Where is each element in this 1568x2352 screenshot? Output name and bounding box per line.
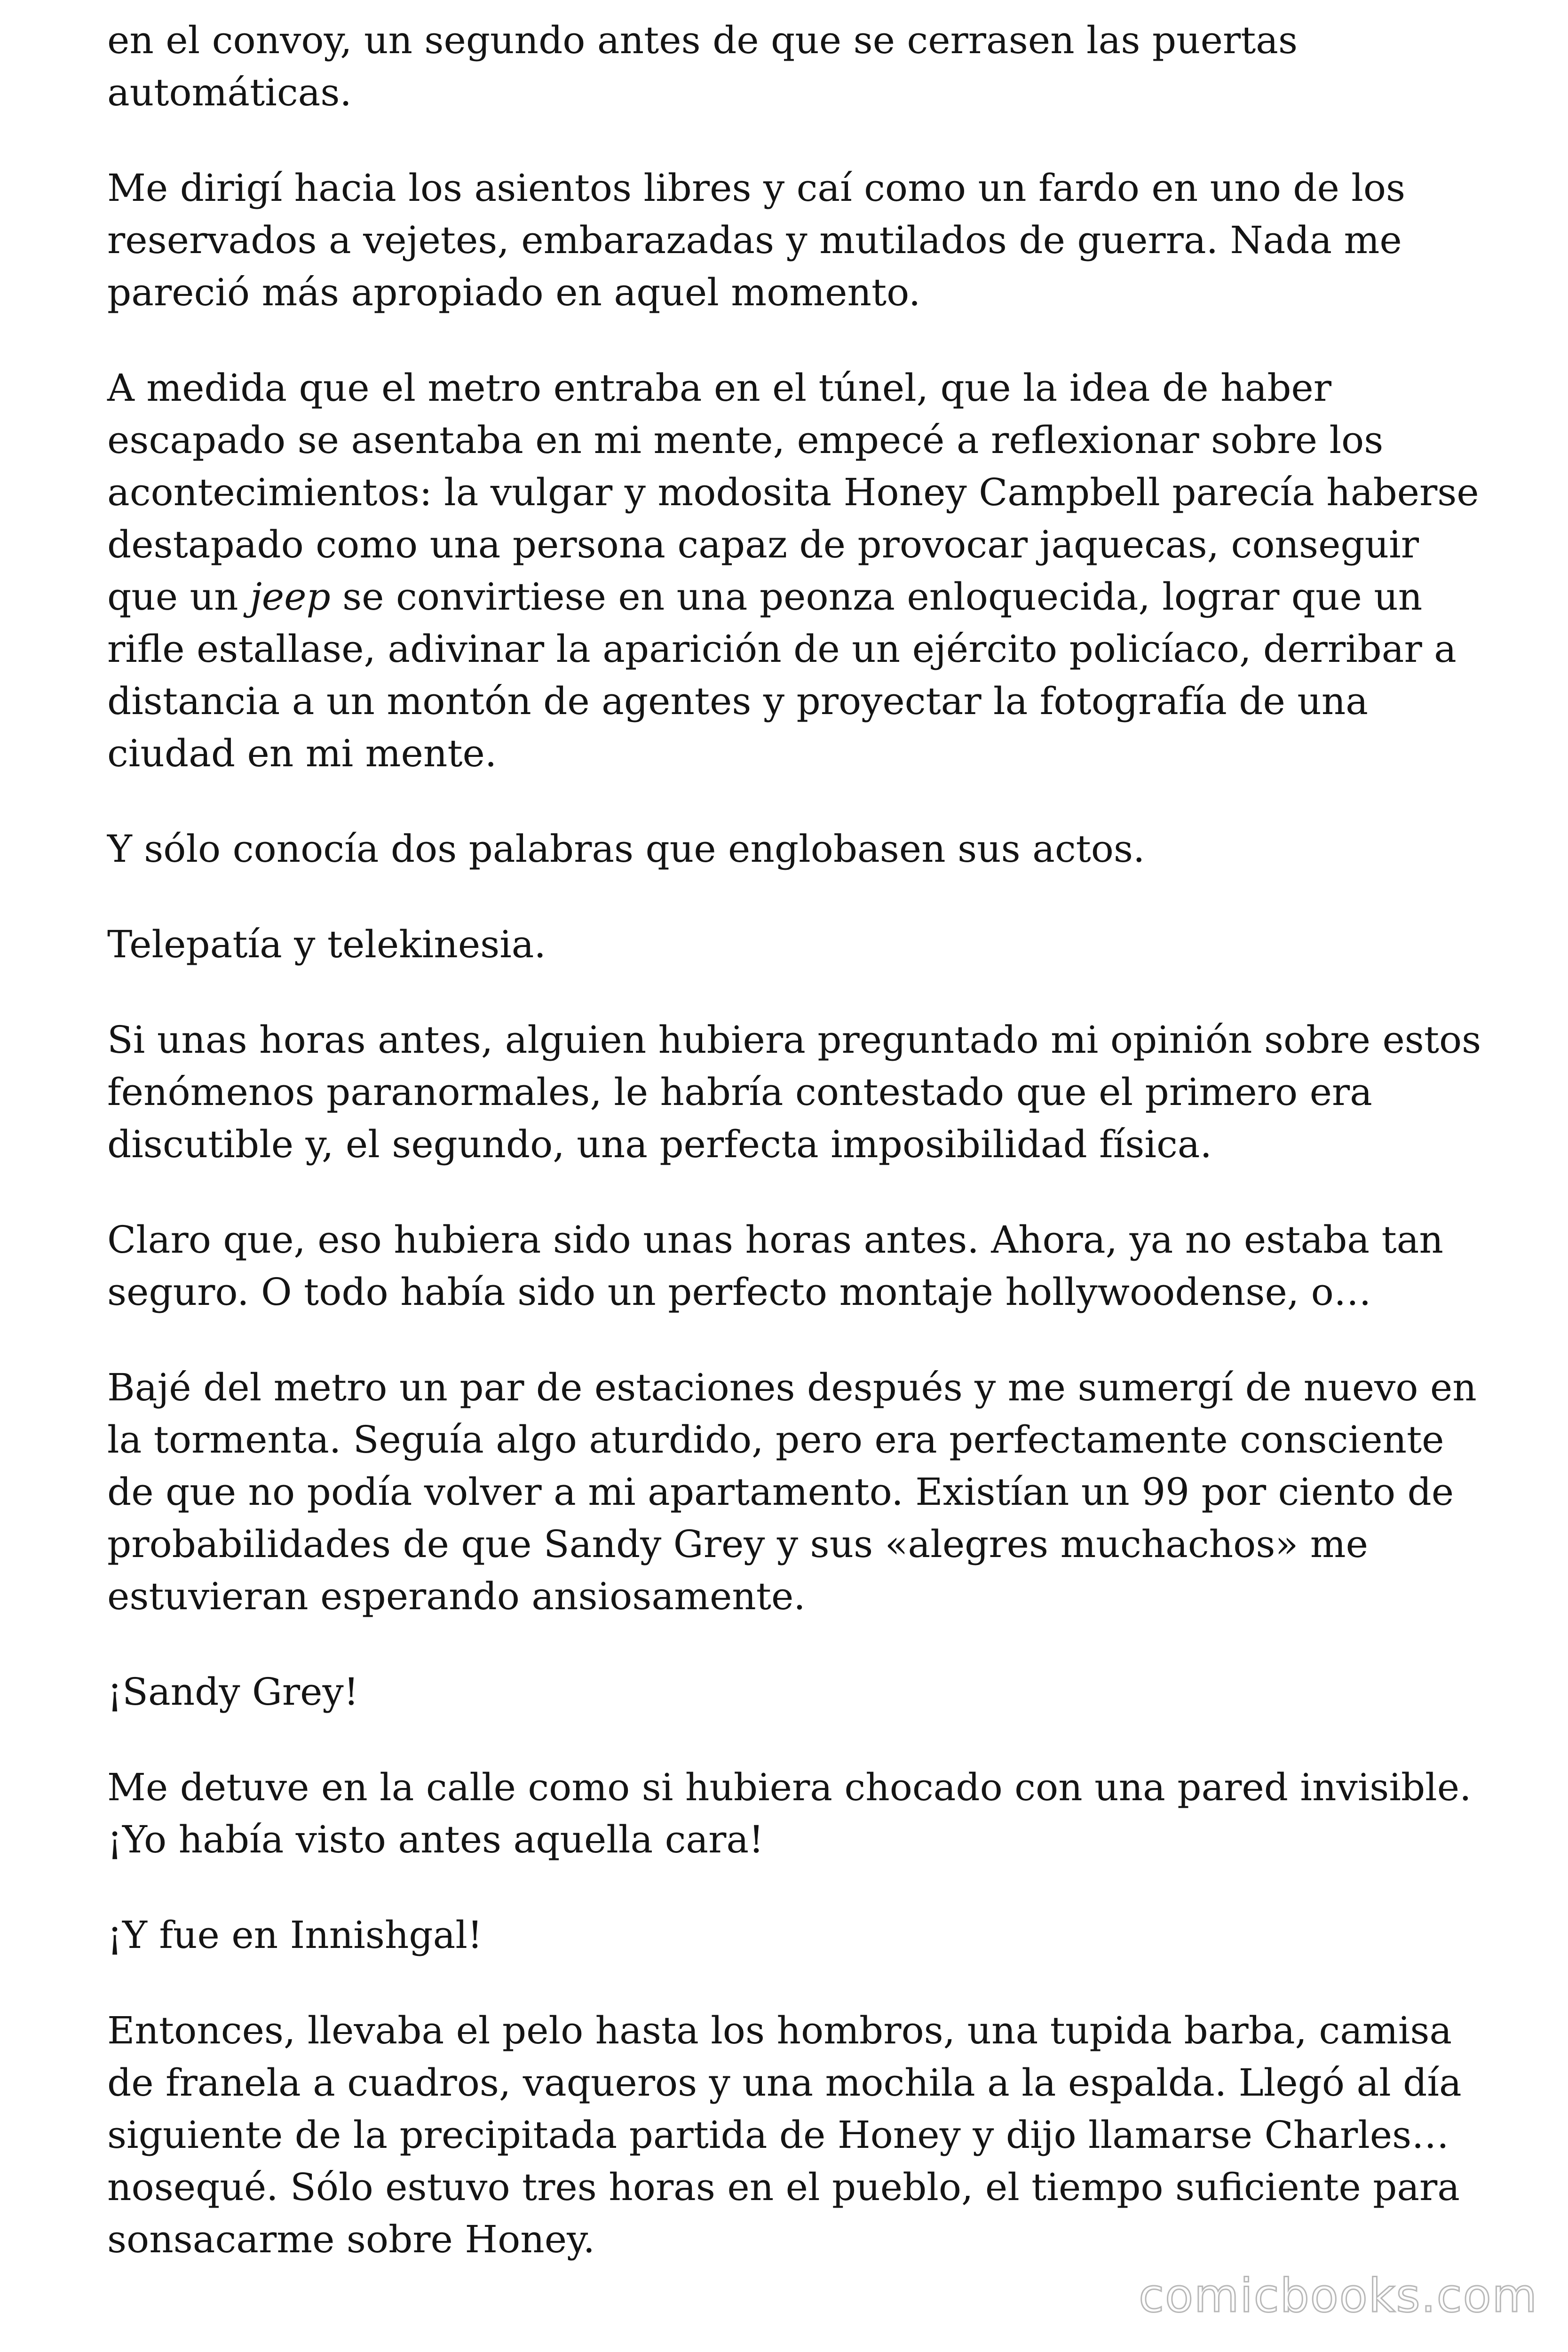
paragraph: Si unas horas antes, alguien hubiera preguntado mi opinión sobre estos fenómenos paranormales, le habría contestado que el primero era discutible y, el segundo, una perfecta imposibilidad física. — [107, 1018, 1481, 1166]
paragraph — [107, 362, 1485, 779]
italic-term: jeep — [250, 575, 331, 619]
paragraph: Me detuve en la calle como si hubiera chocado con una pared invisible. ¡Yo había visto antes aquella cara! — [107, 1765, 1472, 1861]
paragraph: Claro que, eso hubiera sido unas horas antes. Ahora, ya no estaba tan seguro. O todo había sido un perfecto montaje hollywoodense, o… — [107, 1218, 1443, 1314]
paragraph: Y sólo conocía dos palabras que englobasen sus actos. — [107, 827, 1145, 871]
paragraph-text: A medida que el metro entraba en el túnel, que la idea de haber escapado se asentaba en mi mente, empecé a reflexionar sobre los acontecimientos: la vulgar y modosita Honey Campbell parecía haberse destapado como una persona capaz de provocar jaquecas, conseguir que un — [107, 366, 1479, 619]
paragraph: ¡Sandy Grey! — [107, 1670, 359, 1714]
paragraph-text: se convirtiese en una peonza enloquecida, lograr que un rifle estallase, adivinar la aparición de un ejército policíaco, derribar a distancia a un montón de agentes y proyectar la fotografía de una ciudad en mi mente. — [107, 575, 1457, 775]
watermark: comicbooks.com — [1139, 2269, 1538, 2323]
paragraph: Entonces, llevaba el pelo hasta los hombros, una tupida barba, camisa de franela a cuadros, vaqueros y una mochila a la espalda. Llegó al día siguiente de la precipitada partida de Honey y dijo llamarse Charles… nosequé. Sólo estuvo tres horas en el pueblo, el tiempo suficiente para sonsacarme sobre Honey. — [107, 2009, 1462, 2261]
text-body — [107, 14, 1485, 2309]
paragraph: en el convoy, un segundo antes de que se cerrasen las puertas automáticas. — [107, 18, 1298, 114]
paragraph: Bajé del metro un par de estaciones después y me sumergí de nuevo en la tormenta. Seguía algo aturdido, pero era perfectamente consciente de que no podía volver a mi apartamento. Existían un 99 por ciento de probabilidades de que Sandy Grey y sus «alegres muchachos» me estuvieran esperando ansiosamente. — [107, 1366, 1477, 1618]
paragraph: Telepatía y telekinesia. — [107, 922, 546, 966]
paragraph: ¡Y fue en Innishgal! — [107, 1913, 483, 1957]
paragraph: Me dirigí hacia los asientos libres y caí como un fardo en uno de los reservados a vejetes, embarazadas y mutilados de guerra. Nada me pareció más apropiado en aquel momento. — [107, 166, 1406, 314]
